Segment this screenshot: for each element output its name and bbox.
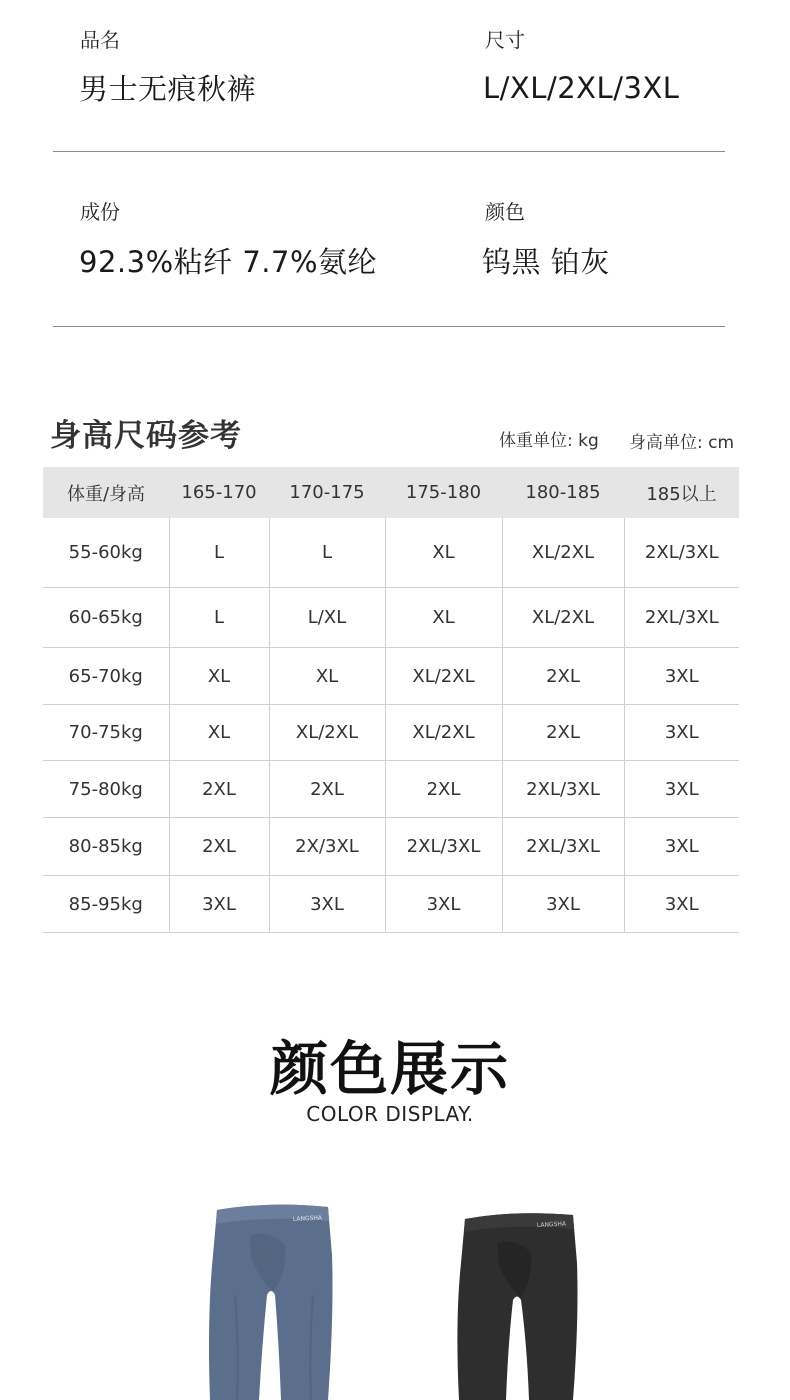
size-cell: XL (169, 648, 269, 705)
color-value: 钨黑 铂灰 (482, 245, 610, 279)
weight-cell: 75-80kg (43, 761, 169, 818)
size-cell: 3XL (385, 876, 502, 933)
table-row (43, 705, 739, 761)
brand-label: LANGSHA (292, 1214, 323, 1223)
size-cell: 2XL/3XL (385, 818, 502, 876)
table-row (43, 648, 739, 705)
table-row (43, 588, 739, 648)
size-cell: 3XL (169, 876, 269, 933)
size-value: L/XL/2XL/3XL (483, 71, 680, 105)
header-cell: 180-185 (502, 467, 624, 518)
header-cell: 165-170 (169, 467, 269, 518)
table-row (43, 818, 739, 876)
size-cell: 2XL (169, 761, 269, 818)
size-cell: L (269, 518, 385, 588)
size-cell: 2XL/3XL (624, 518, 739, 588)
size-cell: 2XL/3XL (624, 588, 739, 648)
size-cell: 2X/3XL (269, 818, 385, 876)
color-display-title: 颜色展示 (269, 1035, 510, 1103)
size-cell: 2XL/3XL (502, 761, 624, 818)
size-cell: 2XL (385, 761, 502, 818)
color-display-subtitle: COLOR DISPLAY. (306, 1102, 474, 1126)
table-row (43, 876, 739, 933)
size-cell: XL/2XL (502, 588, 624, 648)
weight-cell: 65-70kg (43, 648, 169, 705)
weight-cell: 60-65kg (43, 588, 169, 648)
size-cell: 3XL (502, 876, 624, 933)
size-cell: 3XL (624, 876, 739, 933)
header-cell: 170-175 (269, 467, 385, 518)
color-label: 颜色 (485, 200, 525, 224)
size-cell: 2XL (502, 648, 624, 705)
black-pants-image (445, 1205, 585, 1400)
size-cell: 2XL (169, 818, 269, 876)
size-cell: XL/2XL (385, 705, 502, 761)
gray-pants-image (195, 1195, 345, 1400)
size-cell: L/XL (269, 588, 385, 648)
size-cell: 3XL (624, 761, 739, 818)
size-cell: XL (385, 518, 502, 588)
brand-label: LANGSHA (536, 1220, 567, 1229)
size-cell: XL (385, 588, 502, 648)
size-cell: XL (169, 705, 269, 761)
material-value: 92.3%粘纤 7.7%氨纶 (79, 245, 378, 279)
material-label: 成份 (80, 200, 120, 224)
weight-cell: 55-60kg (43, 518, 169, 588)
header-cell: 185以上 (624, 467, 739, 518)
weight-cell: 70-75kg (43, 705, 169, 761)
weight-unit-note: 体重单位: kg (499, 431, 599, 451)
size-cell: 3XL (624, 648, 739, 705)
product-name-value: 男士无痕秋裤 (79, 72, 257, 106)
weight-cell: 80-85kg (43, 818, 169, 876)
size-label: 尺寸 (485, 28, 525, 52)
size-cell: 2XL (502, 705, 624, 761)
size-cell: 2XL/3XL (502, 818, 624, 876)
size-cell: XL/2XL (502, 518, 624, 588)
size-chart-title: 身高尺码参考 (50, 418, 242, 454)
size-cell: XL/2XL (385, 648, 502, 705)
size-cell: 3XL (624, 705, 739, 761)
table-row (43, 518, 739, 588)
divider (53, 151, 725, 152)
weight-cell: 85-95kg (43, 876, 169, 933)
product-name-label: 品名 (80, 28, 120, 52)
size-cell: XL (269, 648, 385, 705)
size-cell: 3XL (269, 876, 385, 933)
size-cell: L (169, 588, 269, 648)
size-cell: XL/2XL (269, 705, 385, 761)
height-unit-note: 身高单位: cm (629, 433, 735, 453)
table-row (43, 761, 739, 818)
table-header-row (43, 467, 739, 518)
divider (53, 326, 725, 327)
size-cell: L (169, 518, 269, 588)
size-cell: 2XL (269, 761, 385, 818)
size-chart-table (43, 467, 739, 933)
header-cell: 体重/身高 (43, 467, 169, 518)
header-cell: 175-180 (385, 467, 502, 518)
size-cell: 3XL (624, 818, 739, 876)
